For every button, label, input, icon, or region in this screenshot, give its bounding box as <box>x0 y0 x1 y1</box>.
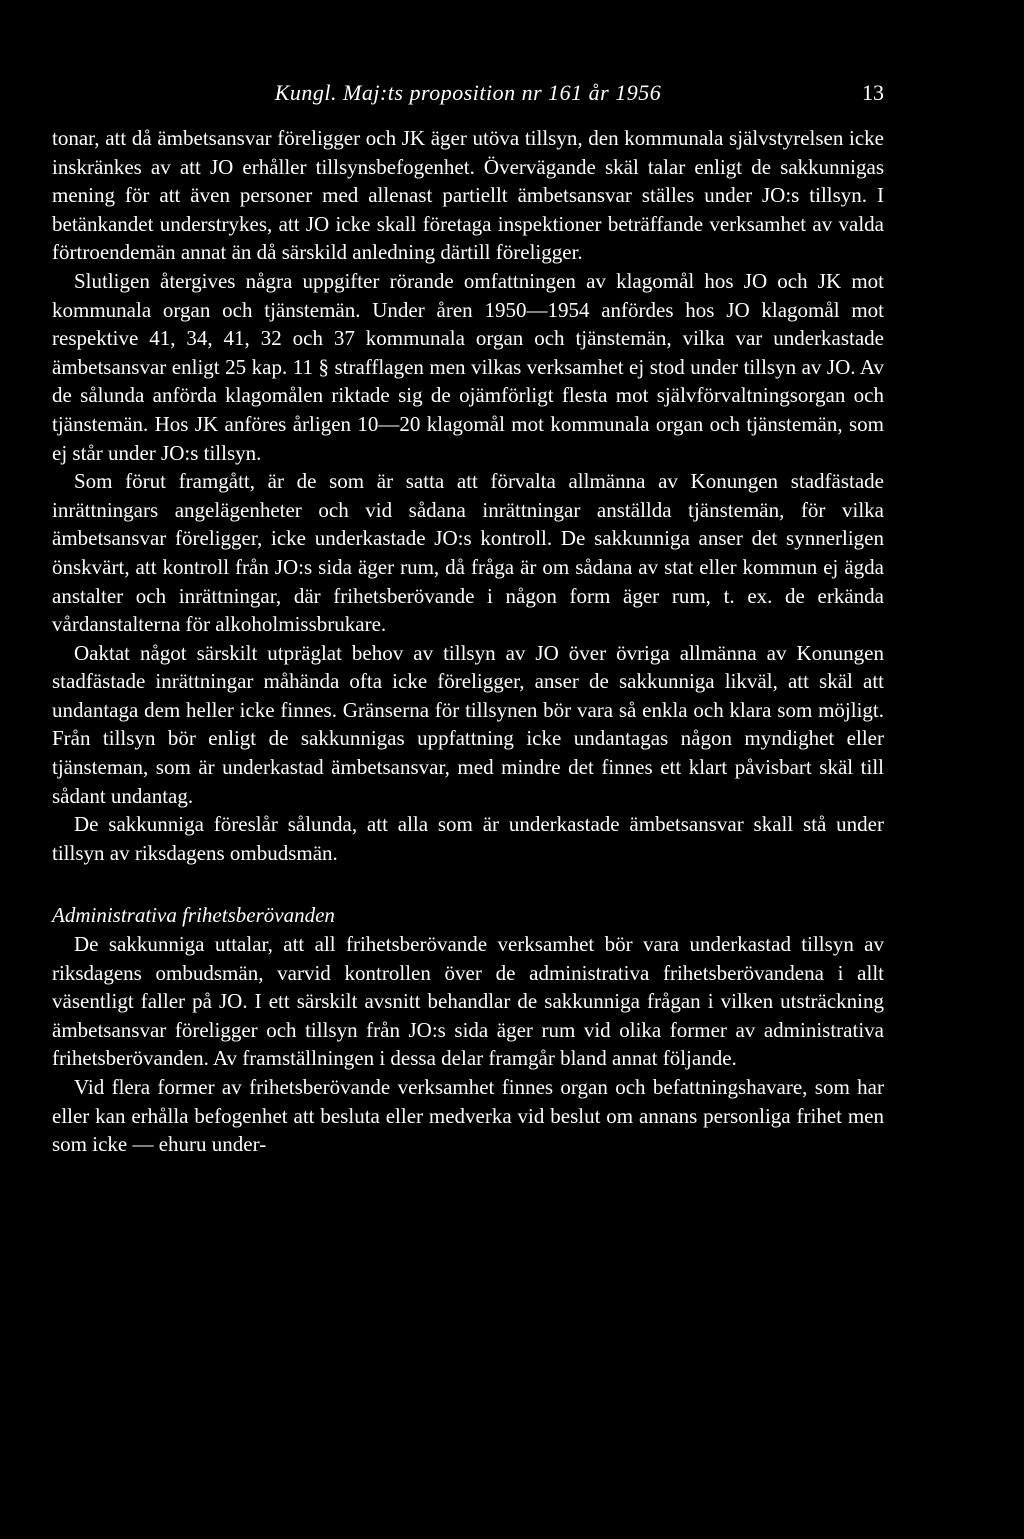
paragraph-institutions: Som förut framgått, är de som är satta att förvalta allmänna av Konungen stadfästade inrättningars angelägenheter och vid sådana inrättningar anställda tjänstemän, för vilka ämbetsansvar föreligger, icke underkastade JO:s kontroll. De sakkunniga anser det synnerligen önskvärt, att kontroll från JO:s sida äger rum, då fråga är om sådana av stat eller kommun ej ägda anstalter och inrättningar, där frihetsberövande i någon form äger rum, t. ex. de erkända vårdanstalterna för alkoholmissbrukare. <box>52 469 884 637</box>
running-head <box>52 80 884 116</box>
paragraph-continued: tonar, att då ämbetsansvar föreligger och JK äger utöva tillsyn, den kommunala självstyrelsen icke inskränkes av att JO erhåller tillsynsbefogenhet. Övervägande skäl talar enligt de sakkunnigas mening för att även personer med allenast partiellt ämbetsansvar ställes under JO:s tillsyn. I betänkandet understrykes, att JO icke skall företaga inspektioner beträffande verksamhet av valda förtroendemän annat än då särskild anledning därtill föreligger. <box>52 126 884 265</box>
paragraph-section-organs: Vid flera former av frihetsberövande verksamhet finnes organ och befattningshavare, som har eller kan erhålla befogenhet att besluta eller medverka vid beslut om annans personliga frihet men som icke — ehuru under- <box>52 1075 884 1157</box>
paragraph-section-intro: De sakkunniga uttalar, att all frihetsberövande verksamhet bör vara underkastad tillsyn av riksdagens ombudsmän, varvid kontrollen över de administrativa frihetsberövandena i allt väsentligt faller på JO. I ett särskilt avsnitt behandlar de sakkunniga frågan i vilken utsträckning ämbetsansvar föreligger och tillsyn från JO:s sida äger rum vid olika former av administrativa frihetsberövanden. Av framställningen i dessa delar framgår bland annat följande. <box>52 932 884 1071</box>
body-text <box>52 124 884 1159</box>
paragraph-proposal: De sakkunniga föreslår sålunda, att alla som är underkastade ämbetsansvar skall stå under tillsyn av riksdagens ombudsmän. <box>52 812 884 865</box>
paragraph-other-institutions: Oaktat något särskilt utpräglat behov av tillsyn av JO över övriga allmänna av Konungen stadfästade inrättningar måhända ofta icke föreligger, anser de sakkunniga likväl, att skäl att undantaga dem heller icke finnes. Gränserna för tillsynen bör vara så enkla och klara som möjligt. Från tillsyn bör enligt de sakkunnigas uppfattning icke undantagas någon myndighet eller tjänsteman, som är underkastad ämbetsansvar, med mindre det finnes ett klart påvisbart skäl till sådant undantag. <box>52 640 884 808</box>
document-page <box>52 80 884 1159</box>
paragraph-complaints: Slutligen återgives några uppgifter rörande omfattningen av klagomål hos JO och JK mot kommunala organ och tjänstemän. Under åren 1950—1954 anfördes hos JO klagomål mot respektive 41, 34, 41, 32 och 37 kommunala organ och tjänstemän, vilka var underkastade ämbetsansvar enligt 25 kap. 11 § strafflagen men vilkas verksamhet ej stod under tillsyn av JO. Av de sålunda anförda klagomålen riktade sig de ojämförligt flesta mot självförvaltningsorgan och tjänstemän. Hos JK anföres årligen 10—20 klagomål mot kommunala organ och tjänstemän, som ej står under JO:s tillsyn. <box>52 268 884 465</box>
section-heading: Administrativa frihetsberövanden <box>52 903 335 928</box>
page-number: 13 <box>862 80 884 105</box>
running-title: Kungl. Maj:ts proposition nr 161 år 1956 <box>274 80 662 105</box>
